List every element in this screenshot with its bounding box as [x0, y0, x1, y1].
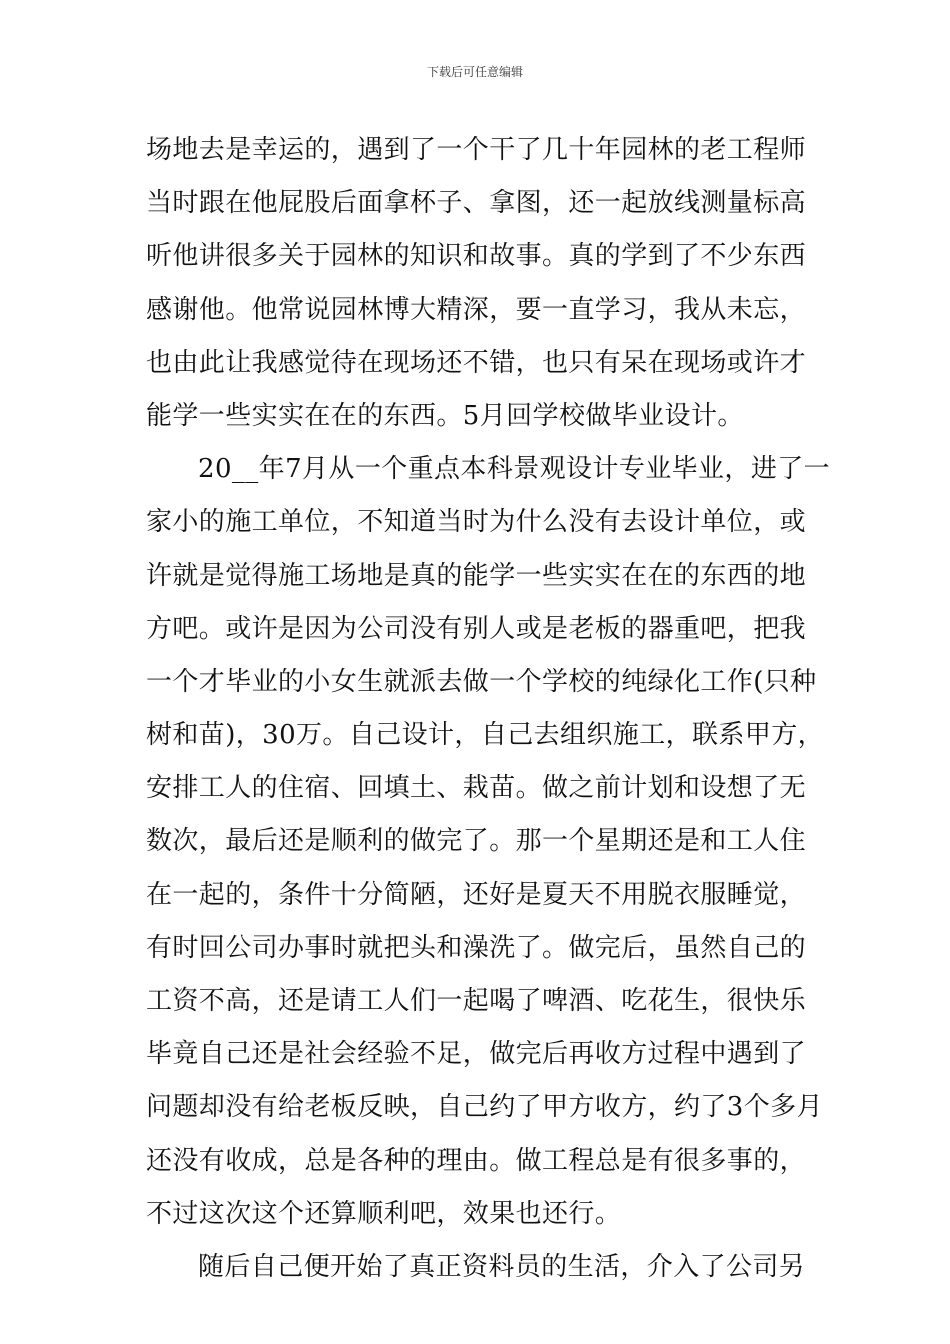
text-line: 家小的施工单位，不知道当时为什么没有去设计单位，或 — [146, 507, 807, 538]
body-text — [146, 124, 831, 1294]
text-line: 安排工人的住宿、回填土、栽苗。做之前计划和设想了无 — [146, 773, 807, 804]
text-line: 树和苗)，30万。自己设计，自己去组织施工，联系甲方， — [146, 720, 825, 751]
text-line: 有时回公司办事时就把头和澡洗了。做完后，虽然自己的 — [146, 932, 807, 963]
paragraph-first-line: 随后自己便开始了真正资料员的生活，介入了公司另 — [198, 1251, 806, 1282]
text-line: 能学一些实实在在的东西。5月回学校做毕业设计。 — [146, 400, 744, 431]
paragraph-first-line: 20__年7月从一个重点本科景观设计专业毕业，进了一 — [198, 454, 831, 485]
text-line: 还没有收成，总是各种的理由。做工程总是有很多事的， — [146, 1145, 807, 1176]
text-line: 毕竟自己还是社会经验不足，做完后再收方过程中遇到了 — [146, 1039, 807, 1070]
text-line: 听他讲很多关于园林的知识和故事。真的学到了不少东西 — [146, 241, 807, 272]
text-line: 当时跟在他屁股后面拿杯子、拿图，还一起放线测量标高 — [146, 188, 807, 219]
text-line: 感谢他。他常说园林博大精深，要一直学习，我从未忘， — [146, 294, 807, 325]
text-line: 不过这次这个还算顺利吧，效果也还行。 — [146, 1198, 622, 1229]
text-line: 工资不高，还是请工人们一起喝了啤酒、吃花生，很快乐 — [146, 986, 807, 1016]
text-line: 许就是觉得施工场地是真的能学一些实实在在的东西的地 — [146, 560, 807, 591]
page-header: 下载后可任意编辑 — [426, 65, 523, 79]
text-line: 数次，最后还是顺利的做完了。那一个星期还是和工人住 — [146, 826, 807, 857]
text-line: 在一起的，条件十分简陋，还好是夏天不用脱衣服睡觉， — [146, 879, 807, 910]
text-line: 方吧。或许是因为公司没有别人或是老板的器重吧，把我 — [146, 613, 807, 644]
text-line: 一个才毕业的小女生就派去做一个学校的纯绿化工作(只种 — [146, 666, 817, 697]
text-line: 场地去是幸运的，遇到了一个干了几十年园林的老工程师 — [146, 135, 807, 165]
text-line: 也由此让我感觉待在现场还不错，也只有呆在现场或许才 — [146, 347, 807, 378]
text-line: 问题却没有给老板反映，自己约了甲方收方，约了3个多月 — [146, 1092, 823, 1123]
